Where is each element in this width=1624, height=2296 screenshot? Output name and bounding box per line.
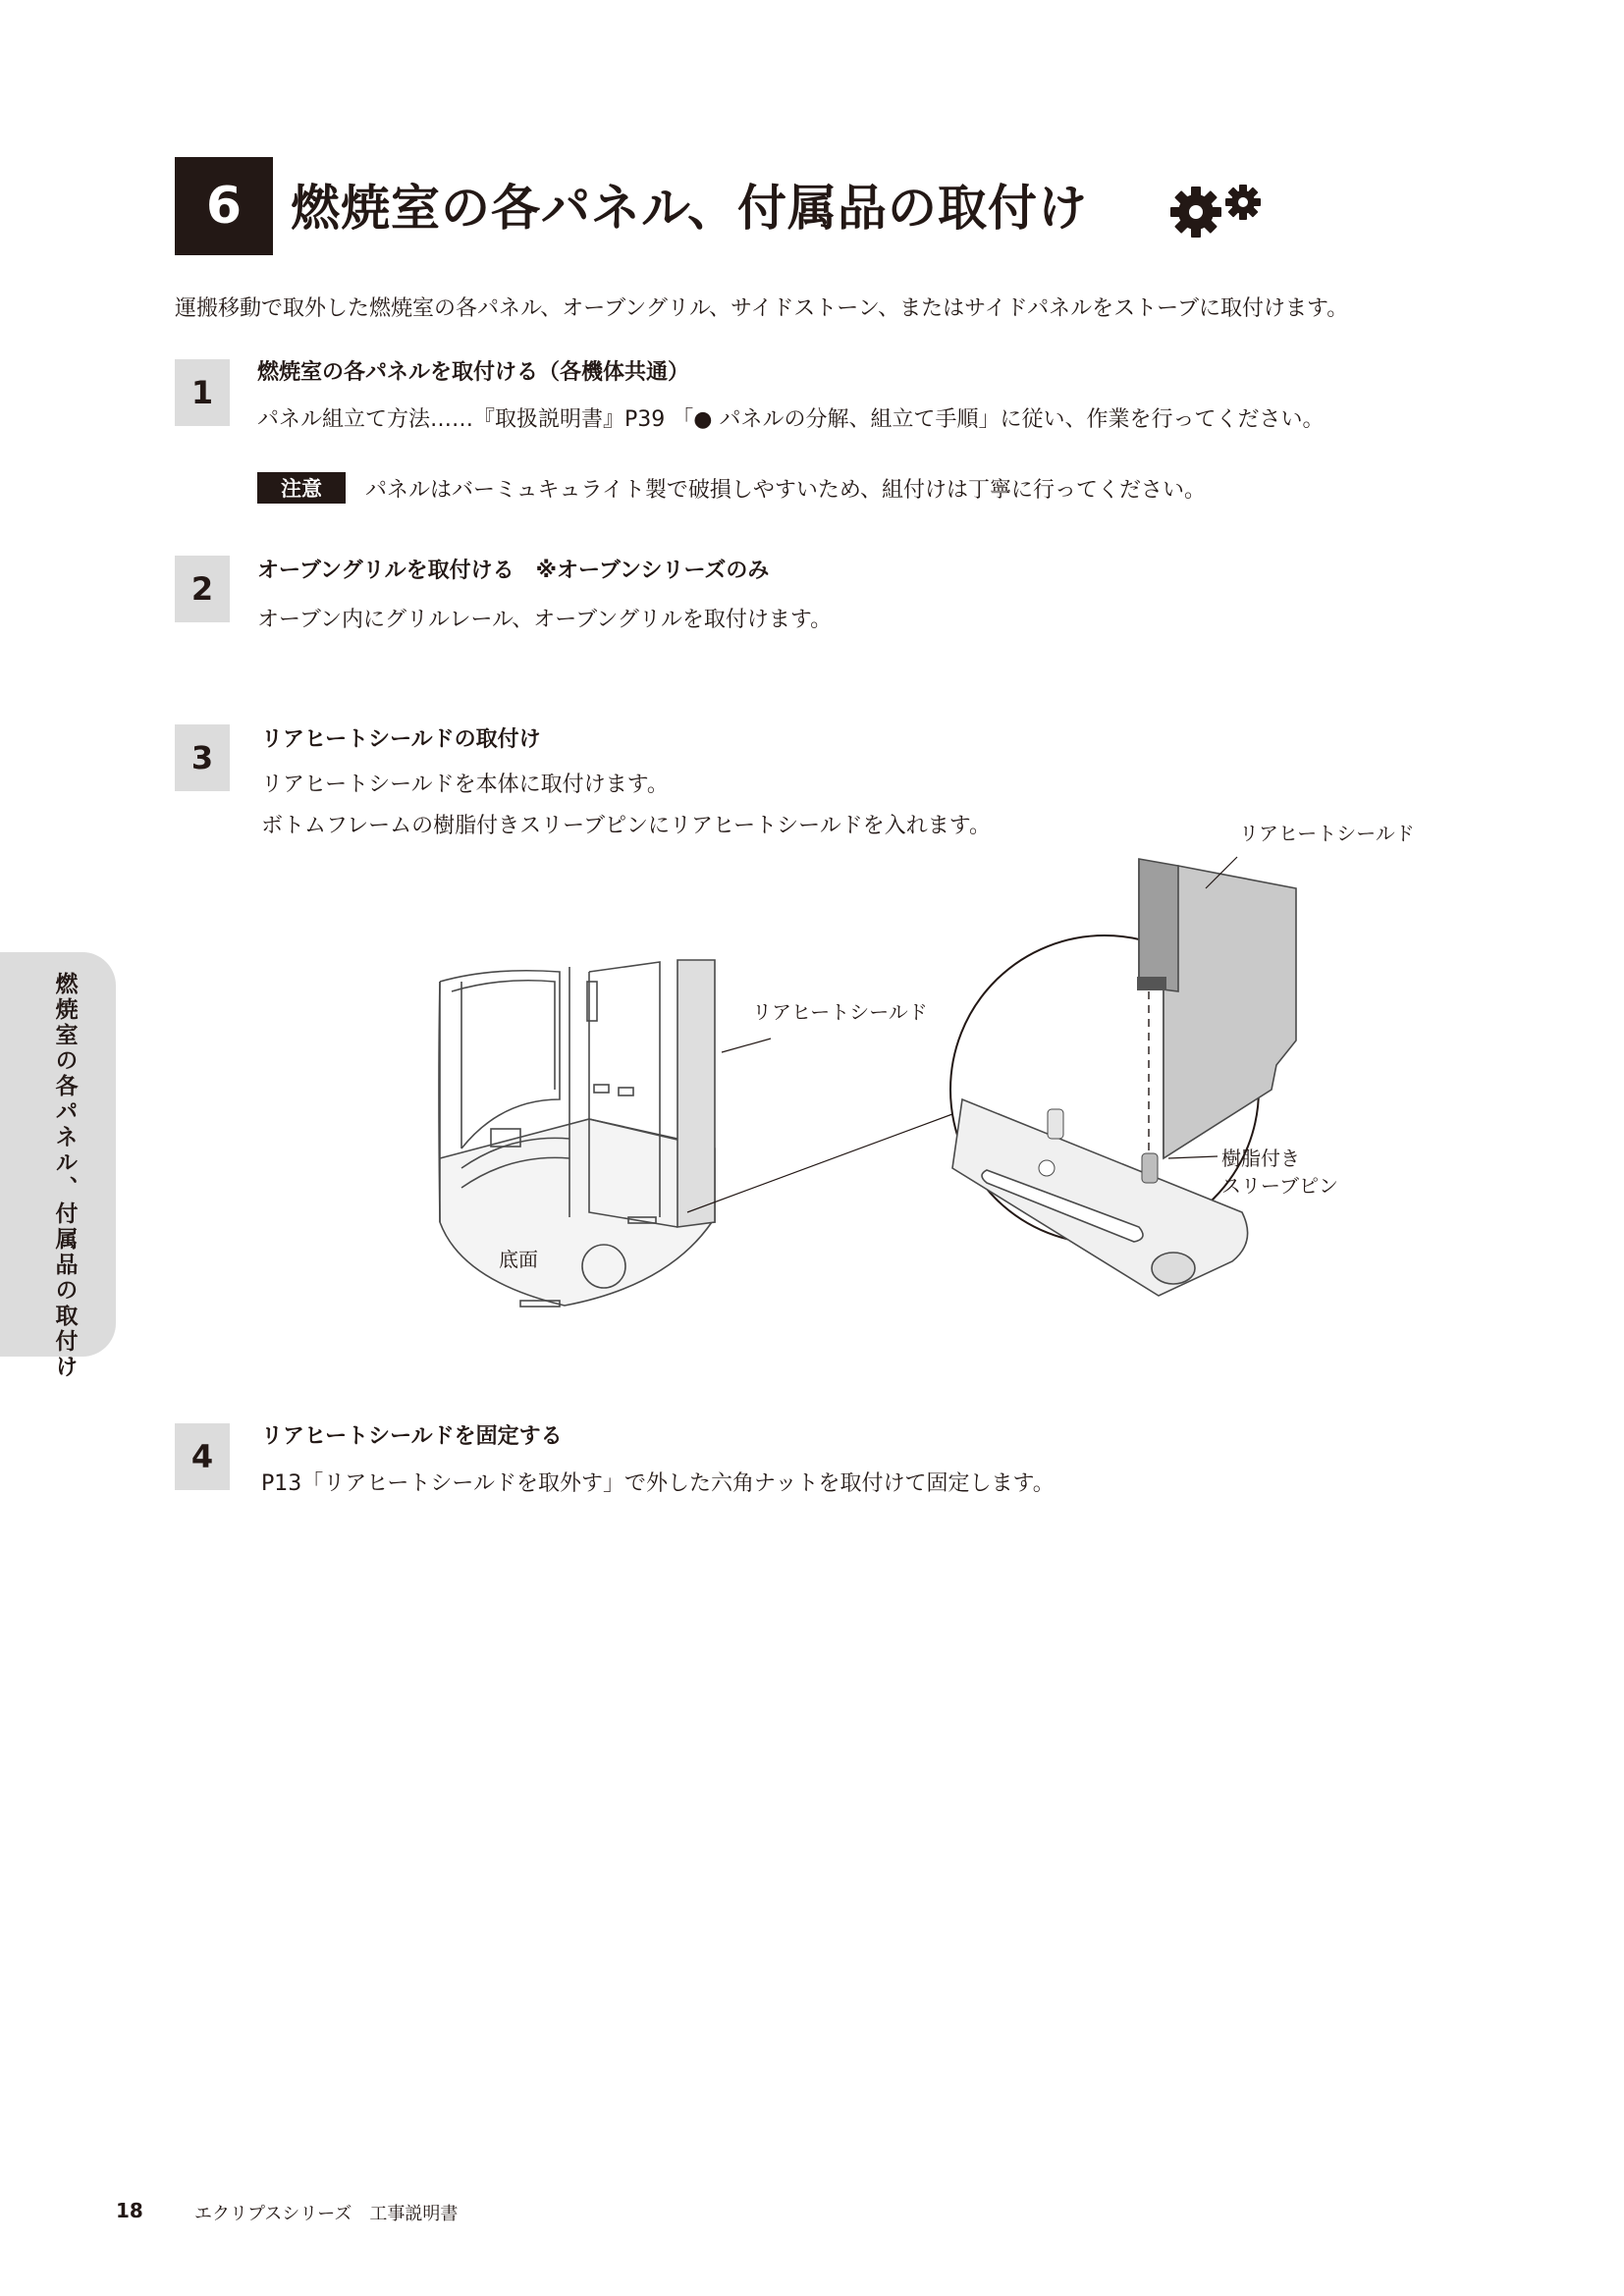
document-title: エクリプスシリーズ 工事説明書 — [194, 2204, 459, 2224]
label-bottom-surface: 底面 — [499, 1248, 538, 1271]
label-rear-heat-shield: リアヒートシールド — [752, 1000, 928, 1024]
gears-group — [1166, 183, 1274, 241]
gear-icon — [1225, 185, 1261, 220]
chapter-side-tab — [0, 952, 116, 1380]
step-2-title: オーブングリルを取付ける ※オーブンシリーズのみ — [257, 559, 770, 583]
section-title: 燃焼室の各パネル、付属品の取付け — [291, 180, 1088, 237]
step-3-number: 3 — [175, 724, 230, 791]
stove-drawing — [439, 960, 715, 1307]
page-number: 18 — [116, 2199, 143, 2222]
step-1-number: 1 — [175, 359, 230, 426]
step-3-title: リアヒートシールドの取付け — [261, 727, 541, 752]
label-rear-heat-shield-detail: リアヒートシールド — [1239, 822, 1415, 845]
caution-badge: 注意 — [257, 472, 346, 504]
gear-icon — [1170, 187, 1221, 238]
detail-zoom-circle — [950, 857, 1296, 1296]
label-sleeve-pin-2: スリーブピン — [1221, 1174, 1338, 1198]
section-number-badge: 6 — [175, 157, 273, 255]
step-3-text-1: リアヒートシールドを本体に取付けます。 — [261, 773, 669, 797]
step-2-number: 2 — [175, 556, 230, 622]
step-2-text: オーブン内にグリルレール、オーブングリルを取付けます。 — [257, 608, 833, 632]
installation-figure — [422, 844, 1414, 1315]
step-1-title: 燃焼室の各パネルを取付ける（各機体共通） — [257, 360, 690, 385]
step-3-text-2: ボトムフレームの樹脂付きスリーブピンにリアヒートシールドを入れます。 — [261, 814, 991, 838]
step-1-text: パネル組立て方法……『取扱説明書』P39 「● パネルの分解、組立て手順」に従い、作業を行ってください。 — [257, 407, 1325, 432]
step-4-title: リアヒートシールドを固定する — [261, 1424, 563, 1449]
label-sleeve-pin-1: 樹脂付き — [1221, 1147, 1300, 1170]
step-4-number: 4 — [175, 1423, 230, 1490]
step-4-text: P13「リアヒートシールドを取外す」で外した六角ナットを取付けて固定します。 — [261, 1471, 1055, 1496]
caution-text: パネルはバーミュキュライト製で破損しやすいため、組付けは丁寧に行ってください。 — [365, 478, 1207, 503]
intro-text: 運搬移動で取外した燃焼室の各パネル、オーブングリル、サイドストーン、またはサイドパネルをストーブに取付けます。 — [175, 296, 1349, 321]
side-tab-label: 燃焼室の各パネル、付属品の取付け — [51, 972, 78, 1380]
